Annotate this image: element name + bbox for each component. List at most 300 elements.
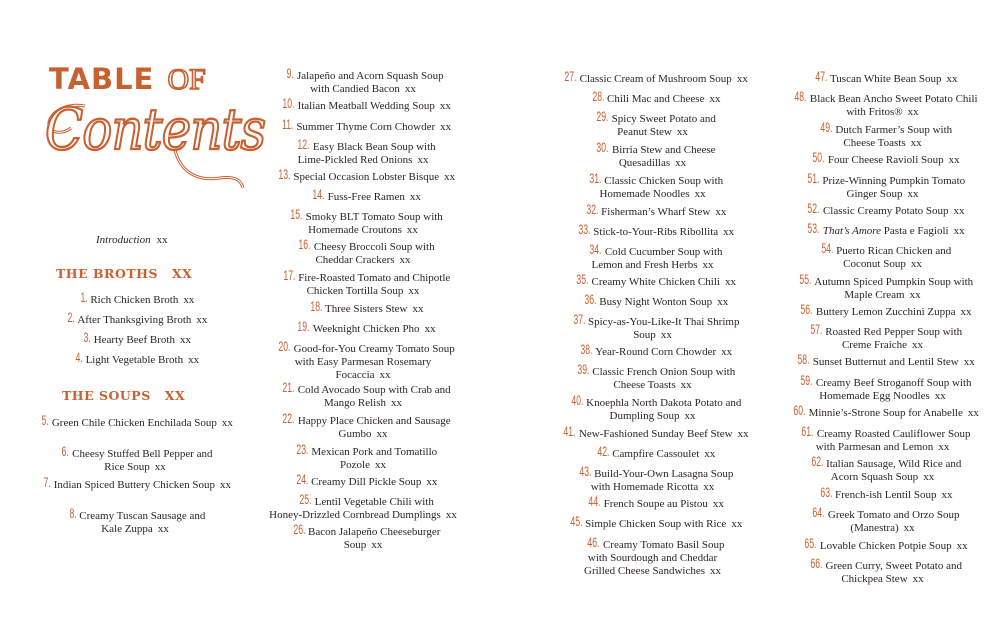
- recipe-number: 48.: [794, 88, 807, 104]
- entry-title-line: Special Occasion Lobster Bisque: [293, 171, 440, 183]
- entry-title-line: Soup: [633, 329, 656, 341]
- entry-title-line: Peanut Stew: [617, 126, 672, 138]
- page-title: [45, 62, 266, 192]
- toc-entry[interactable]: [770, 202, 995, 218]
- entry-title-line: Focaccia: [335, 369, 375, 381]
- entry-title-line: Easy Black Bean Soup with: [312, 141, 436, 153]
- page-number: xx: [956, 540, 968, 552]
- intro-entry[interactable]: [96, 234, 168, 246]
- recipe-number: 35.: [576, 271, 589, 287]
- page-number: xx: [183, 294, 195, 306]
- recipe-number: 55.: [799, 271, 812, 287]
- toc-entry[interactable]: [253, 523, 473, 552]
- toc-entry[interactable]: [540, 273, 765, 289]
- page-number: xx: [156, 234, 168, 246]
- recipe-number: 28.: [591, 88, 604, 104]
- page-number: xx: [923, 471, 935, 483]
- page-number: xx: [399, 254, 411, 266]
- recipe-number: 58.: [797, 351, 810, 367]
- page-number: xx: [736, 73, 748, 85]
- page-number: xx: [717, 296, 729, 308]
- toc-entry[interactable]: [540, 172, 765, 201]
- toc-entry[interactable]: [540, 536, 765, 578]
- entry-title-line: Fisherman’s Wharf Stew: [601, 206, 711, 218]
- recipe-number: 3.: [83, 329, 91, 345]
- toc-entry[interactable]: [540, 243, 765, 272]
- toc-entry[interactable]: [540, 445, 765, 461]
- recipe-number: 43.: [579, 463, 592, 479]
- toc-entry[interactable]: [770, 353, 995, 369]
- entry-title-line: Creamy White Chicken Chili: [591, 276, 720, 288]
- toc-entry[interactable]: [770, 242, 995, 271]
- entry-title-line: Cold Avocado Soup with Crab and: [297, 384, 451, 396]
- recipe-number: 34.: [589, 241, 602, 257]
- page-number: xx: [703, 481, 715, 493]
- toc-entry[interactable]: [770, 90, 995, 119]
- recipe-number: 50.: [812, 149, 825, 165]
- entry-title-line: Classic French Onion Soup with: [592, 366, 736, 378]
- entry-title-line: Soup: [343, 539, 367, 551]
- page-number: xx: [934, 390, 946, 402]
- page-number: xx: [907, 188, 919, 200]
- page-number: xx: [374, 459, 386, 471]
- toc-entry[interactable]: [770, 557, 995, 586]
- recipe-number: 4.: [75, 349, 83, 365]
- recipe-number: 38.: [580, 341, 593, 357]
- page-number: xx: [406, 224, 418, 236]
- toc-entry[interactable]: [253, 381, 473, 410]
- recipe-number: 7.: [43, 474, 51, 490]
- toc-entry[interactable]: [253, 473, 473, 489]
- page-number: xx: [910, 137, 922, 149]
- entry-title-line: Summer Thyme Corn Chowder: [296, 121, 436, 133]
- page-number: xx: [694, 188, 706, 200]
- page-number: xx: [440, 121, 452, 133]
- section-heading-broths: [56, 266, 192, 281]
- recipe-number: 45.: [570, 513, 583, 529]
- entry-title-line: French Soupe au Pistou: [603, 498, 708, 510]
- entry-title-line: Kale Zuppa: [101, 523, 153, 535]
- toc-entry[interactable]: [540, 363, 765, 392]
- recipe-number: 41.: [563, 423, 576, 439]
- page-number: xx: [724, 276, 736, 288]
- section-label: THE BROTHS: [56, 266, 158, 281]
- entry-title-line: Happy Place Chicken and Sausage: [297, 415, 451, 427]
- toc-entry[interactable]: [770, 425, 995, 454]
- toc-entry[interactable]: [30, 351, 240, 367]
- page-number: xx: [379, 369, 391, 381]
- toc-entry[interactable]: [540, 465, 765, 494]
- page-number: XX: [164, 388, 186, 403]
- toc-entry[interactable]: [770, 374, 995, 403]
- toc-entry[interactable]: [253, 67, 473, 96]
- toc-entry[interactable]: [30, 507, 240, 536]
- recipe-number: 63.: [819, 484, 833, 500]
- page-number: xx: [704, 448, 716, 460]
- entry-title-line: Stick-to-Your-Ribs Ribollita: [593, 226, 719, 238]
- toc-entry[interactable]: [253, 340, 473, 382]
- entry-title-line: Fire-Roasted Tomato and Chipotle: [298, 272, 451, 284]
- entry-title-line: Puerto Rican Chicken and: [836, 245, 952, 257]
- page-number: xx: [903, 522, 915, 534]
- toc-entry[interactable]: [540, 110, 765, 139]
- page-number: xx: [912, 339, 924, 351]
- entry-title-line: Greek Tomato and Orzo Soup: [827, 509, 960, 521]
- recipe-number: 61.: [801, 423, 814, 439]
- entry-title-line: Creamy Beef Stroganoff Soup with: [815, 377, 972, 389]
- intro-label: Introduction: [96, 234, 151, 246]
- entry-title-line: Grilled Cheese Sandwiches: [584, 565, 705, 577]
- page-number: xx: [721, 346, 733, 358]
- entry-title-line: Dutch Farmer’s Soup with: [835, 124, 953, 136]
- toc-entry[interactable]: [30, 414, 240, 430]
- entry-title-line: Build-Your-Own Lasagna Soup: [594, 468, 734, 480]
- toc-entry[interactable]: [540, 90, 765, 106]
- entry-title-line: Minnie’s-Strone Soup for Anabelle: [808, 407, 963, 419]
- entry-title-line: Gumbo: [338, 428, 372, 440]
- page-number: xx: [960, 306, 972, 318]
- recipe-number: 11.: [281, 116, 294, 132]
- toc-entry[interactable]: [770, 273, 995, 302]
- entry-title-line: Italian Sausage, Wild Rice and: [826, 458, 962, 470]
- recipe-number: 51.: [807, 170, 820, 186]
- entry-title-line: Homemade Croutons: [308, 224, 402, 236]
- title-line-1: [49, 62, 206, 97]
- page-number: xx: [371, 539, 383, 551]
- toc-entry[interactable]: [770, 70, 995, 86]
- toc-entry[interactable]: [770, 455, 995, 484]
- page-number: xx: [220, 479, 231, 491]
- recipe-number: 37.: [572, 311, 585, 327]
- toc-entry[interactable]: [770, 506, 995, 535]
- entry-title-line: Lime-Pickled Red Onions: [297, 154, 413, 166]
- entry-title-line: Classic Cream of Mushroom Soup: [579, 73, 732, 85]
- entry-title-line: Busy Night Wonton Soup: [599, 296, 713, 308]
- entry-title-line: Chickpea Stew: [841, 573, 908, 585]
- recipe-number: 42.: [597, 443, 610, 459]
- entry-title-line: with Parmesan and Lemon: [815, 441, 934, 453]
- recipe-number: 52.: [807, 200, 820, 216]
- recipe-number: 21.: [282, 379, 295, 395]
- page-number: xx: [391, 397, 403, 409]
- toc-entry[interactable]: [770, 486, 995, 502]
- toc-entry[interactable]: [770, 404, 995, 420]
- page-number: xx: [953, 205, 965, 217]
- entry-title-line: (Manestra): [850, 522, 899, 534]
- recipe-number: 29.: [596, 108, 609, 124]
- page-number: xx: [221, 417, 233, 429]
- page-number: xx: [188, 354, 200, 366]
- entry-title-line: Black Bean Ancho Sweet Potato Chili: [809, 93, 978, 105]
- page-number: xx: [179, 334, 191, 346]
- page-number: xx: [157, 523, 169, 535]
- entry-title-line: Rice Soup: [104, 461, 150, 473]
- page-number: xx: [909, 289, 921, 301]
- entry-title-line: with Homemade Ricotta: [590, 481, 699, 493]
- toc-entry[interactable]: [540, 425, 765, 441]
- recipe-number: 16.: [298, 236, 311, 252]
- toc-entry[interactable]: [30, 445, 240, 474]
- entry-title-line: with Easy Parmesan Rosemary: [294, 356, 432, 368]
- entry-title-line: Honey-Drizzled Cornbread Dumplings: [269, 509, 441, 521]
- toc-entry[interactable]: [770, 172, 995, 201]
- toc-entry[interactable]: [253, 238, 473, 267]
- entry-title-line: Smoky BLT Tomato Soup with: [305, 211, 443, 223]
- recipe-number: 2.: [67, 309, 75, 325]
- entry-title-line: Sunset Butternut and Lentil Stew: [812, 356, 959, 368]
- entry-title-line: Quesadillas: [618, 157, 671, 169]
- page-number: xx: [376, 428, 388, 440]
- recipe-number: 31.: [589, 170, 602, 186]
- recipe-number: 17.: [283, 267, 296, 283]
- entry-title-line: Classic Creamy Potato Soup: [822, 205, 949, 217]
- entry-title-line: Weeknight Chicken Pho: [312, 323, 420, 335]
- page-number: xx: [445, 509, 457, 521]
- section-heading-soups: [62, 388, 185, 403]
- entry-title-line: Maple Cream: [844, 289, 905, 301]
- entry-title-line: Creamy Tuscan Sausage and: [79, 510, 206, 522]
- page-number: xx: [680, 379, 692, 391]
- entry-title-line: with Fritos®: [846, 106, 903, 118]
- entry-title-line: Tuscan White Bean Soup: [829, 73, 942, 85]
- page-number: xx: [196, 314, 208, 326]
- page-number: xx: [946, 73, 958, 85]
- entry-title-line: Creamy Roasted Cauliflower Soup: [816, 428, 971, 440]
- entry-title-line: Simple Chicken Soup with Rice: [585, 518, 727, 530]
- entry-title-line: Indian Spiced Buttery Chicken Soup: [53, 479, 215, 491]
- page-number: xx: [154, 461, 166, 473]
- toc-entry[interactable]: [540, 313, 765, 342]
- entry-title-line: Coconut Soup: [843, 258, 906, 270]
- toc-entry[interactable]: [253, 300, 473, 316]
- page-number: XX: [171, 266, 193, 281]
- entry-title-line: French-ish Lentil Soup: [835, 489, 937, 501]
- recipe-number: 64.: [812, 504, 825, 520]
- entry-title-line: Pozole: [340, 459, 370, 471]
- entry-title-line: Cheese Toasts: [843, 137, 906, 149]
- toc-entry[interactable]: [540, 343, 765, 359]
- recipe-number: 54.: [821, 240, 834, 256]
- recipe-number: 40.: [571, 392, 584, 408]
- toc-entry[interactable]: [770, 222, 995, 238]
- recipe-number: 36.: [584, 291, 597, 307]
- italic-title-part: That’s Amore: [822, 225, 882, 237]
- toc-entry[interactable]: [253, 97, 473, 113]
- entry-title-line: Acorn Squash Soup: [830, 471, 919, 483]
- toc-entry[interactable]: [30, 476, 240, 492]
- toc-entry[interactable]: [540, 203, 765, 219]
- toc-entry[interactable]: [770, 537, 995, 553]
- recipe-number: 20.: [278, 338, 291, 354]
- entry-title-line: Bacon Jalapeño Cheeseburger: [308, 526, 441, 538]
- page-number: xx: [709, 93, 721, 105]
- entry-title-line: Light Vegetable Broth: [85, 354, 184, 366]
- toc-entry[interactable]: [253, 443, 473, 472]
- entry-title-line: with Sourdough and Cheddar: [587, 552, 718, 564]
- recipe-number: 15.: [290, 206, 303, 222]
- page-number: xx: [660, 329, 672, 341]
- page-number: xx: [426, 476, 438, 488]
- toc-entry[interactable]: [540, 293, 765, 309]
- page-number: xx: [684, 410, 696, 422]
- entry-title-line: Prize-Winning Pumpkin Tomato: [822, 175, 966, 187]
- recipe-number: 44.: [588, 493, 601, 509]
- toc-entry[interactable]: [540, 223, 765, 239]
- recipe-number: 23.: [296, 441, 309, 457]
- entry-title-line: Dumpling Soup: [609, 410, 680, 422]
- page-number: xx: [715, 206, 727, 218]
- recipe-number: 60.: [793, 402, 806, 418]
- recipe-number: 1.: [80, 289, 88, 305]
- recipe-number: 30.: [596, 139, 609, 155]
- entry-title-line: Homemade Noodles: [599, 188, 690, 200]
- toc-entry[interactable]: [253, 208, 473, 237]
- entry-title-line: Campfire Cassoulet: [612, 448, 700, 460]
- recipe-number: 56.: [800, 301, 813, 317]
- entry-title-line: Chicken Tortilla Soup: [306, 285, 404, 297]
- recipe-number: 12.: [297, 136, 310, 152]
- page-number: xx: [404, 83, 416, 95]
- entry-title-line: After Thanksgiving Broth: [77, 314, 192, 326]
- entry-title-line: Lovable Chicken Potpie Soup: [819, 540, 952, 552]
- toc-entry[interactable]: [253, 118, 473, 134]
- entry-title-line: Cheesy Stuffed Bell Pepper and: [72, 448, 213, 460]
- recipe-number: 33.: [578, 221, 591, 237]
- entry-title-line: Creme Fraiche: [841, 339, 908, 351]
- recipe-number: 13.: [278, 166, 291, 182]
- recipe-number: 10.: [282, 95, 295, 111]
- page-number: xx: [712, 498, 724, 510]
- recipe-number: 46.: [587, 534, 600, 550]
- toc-entry[interactable]: [540, 70, 765, 86]
- recipe-number: 24.: [296, 471, 309, 487]
- page-number: xx: [953, 225, 965, 237]
- toc-entry[interactable]: [540, 141, 765, 170]
- recipe-number: 49.: [820, 119, 833, 135]
- entry-title-line: Cold Cucumber Soup with: [604, 246, 723, 258]
- recipe-number: 14.: [312, 186, 325, 202]
- entry-title-line: New-Fashioned Sunday Beef Stew: [578, 428, 733, 440]
- page-number: xx: [910, 258, 922, 270]
- toc-entry[interactable]: [253, 320, 473, 336]
- entry-title-line: Year-Round Corn Chowder: [595, 346, 717, 358]
- title-contents: Contents: [45, 96, 266, 163]
- recipe-number: 22.: [282, 410, 295, 426]
- page-number: xx: [702, 259, 714, 271]
- toc-entry[interactable]: [770, 323, 995, 352]
- entry-title-line: Homemade Egg Noodles: [819, 390, 930, 402]
- entry-title-line: Spicy-as-You-Like-It Thai Shrimp: [588, 316, 740, 328]
- entry-title-line: Autumn Spiced Pumpkin Soup with: [814, 276, 974, 288]
- entry-title-line: Chili Mac and Cheese: [607, 93, 705, 105]
- entry-title-line: Roasted Red Pepper Soup with: [825, 326, 963, 338]
- entry-title-line: with Candied Bacon: [310, 83, 400, 95]
- toc-entry[interactable]: [253, 412, 473, 441]
- toc-entry[interactable]: [540, 394, 765, 423]
- entry-title-line: Four Cheese Ravioli Soup: [827, 154, 944, 166]
- recipe-number: 32.: [586, 201, 599, 217]
- toc-entry[interactable]: [253, 168, 473, 184]
- page-number: xx: [941, 489, 953, 501]
- toc-entry[interactable]: [770, 151, 995, 167]
- entry-title-line: Ginger Soup: [846, 188, 903, 200]
- entry-title-line: Hearty Beef Broth: [93, 334, 175, 346]
- page-number: xx: [967, 407, 979, 419]
- entry-title-line: Green Curry, Sweet Potato and: [825, 560, 962, 572]
- entry-title-line: Rich Chicken Broth: [90, 294, 179, 306]
- entry-title-line: Knoephla North Dakota Potato and: [586, 397, 742, 409]
- page-number: xx: [731, 518, 743, 530]
- entry-title-line: Cheese Toasts: [613, 379, 676, 391]
- page-number: xx: [412, 303, 424, 315]
- recipe-number: 57.: [810, 321, 823, 337]
- page-number: xx: [948, 154, 960, 166]
- title-table: TABLE: [49, 62, 155, 96]
- recipe-number: 53.: [807, 220, 820, 236]
- toc-entry[interactable]: [30, 291, 240, 307]
- entry-title-line: Cheddar Crackers: [315, 254, 395, 266]
- toc-entry[interactable]: [30, 311, 240, 327]
- entry-title-line: Spicy Sweet Potato and: [611, 113, 716, 125]
- toc-entry[interactable]: [770, 121, 995, 150]
- recipe-number: 59.: [800, 372, 813, 388]
- entry-title-line: Fuss-Free Ramen: [327, 191, 405, 203]
- recipe-number: 9.: [286, 65, 295, 81]
- title-of: OF: [167, 63, 206, 96]
- page-number: xx: [409, 191, 421, 203]
- entry-title-line: Pasta e Fagioli: [883, 225, 949, 237]
- toc-entry[interactable]: [253, 269, 473, 298]
- entry-title-line: Buttery Lemon Zucchini Zuppa: [815, 306, 956, 318]
- recipe-number: 39.: [577, 361, 590, 377]
- page-number: xx: [709, 565, 721, 577]
- entry-title-line: Creamy Tomato Basil Soup: [602, 539, 725, 551]
- entry-title-line: Italian Meatball Wedding Soup: [297, 100, 435, 112]
- page-number: xx: [408, 285, 420, 297]
- recipe-number: 8.: [69, 505, 77, 521]
- recipe-number: 5.: [41, 412, 49, 428]
- entry-title-line: Good-for-You Creamy Tomato Soup: [293, 343, 455, 355]
- page-number: xx: [737, 428, 749, 440]
- entry-title-line: Mango Relish: [323, 397, 387, 409]
- entry-title-line: Lentil Vegetable Chili with: [314, 496, 434, 508]
- recipe-number: 19.: [297, 318, 310, 334]
- toc-entry[interactable]: [253, 493, 473, 522]
- toc-entry[interactable]: [30, 331, 240, 347]
- page-number: xx: [417, 154, 429, 166]
- entry-title-line: Classic Chicken Soup with: [604, 175, 724, 187]
- recipe-number: 18.: [309, 298, 322, 314]
- toc-entry[interactable]: [540, 495, 765, 511]
- page-number: xx: [676, 126, 688, 138]
- section-label: THE SOUPS: [62, 388, 151, 403]
- page-number: xx: [912, 573, 924, 585]
- toc-entry[interactable]: [253, 138, 473, 167]
- entry-title-line: Green Chile Chicken Enchilada Soup: [51, 417, 217, 429]
- entry-title-line: Creamy Dill Pickle Soup: [311, 476, 422, 488]
- toc-entry[interactable]: [253, 188, 473, 204]
- recipe-number: 47.: [814, 68, 827, 84]
- recipe-number: 6.: [61, 443, 70, 459]
- entry-title-line: Three Sisters Stew: [324, 303, 408, 315]
- recipe-number: 65.: [804, 535, 817, 551]
- toc-entry[interactable]: [540, 515, 765, 531]
- entry-title-line: Cheesy Broccoli Soup with: [313, 241, 435, 253]
- page-number: xx: [907, 106, 919, 118]
- recipe-number: 62.: [811, 453, 824, 469]
- toc-entry[interactable]: [770, 303, 995, 319]
- recipe-number: 66.: [810, 555, 823, 571]
